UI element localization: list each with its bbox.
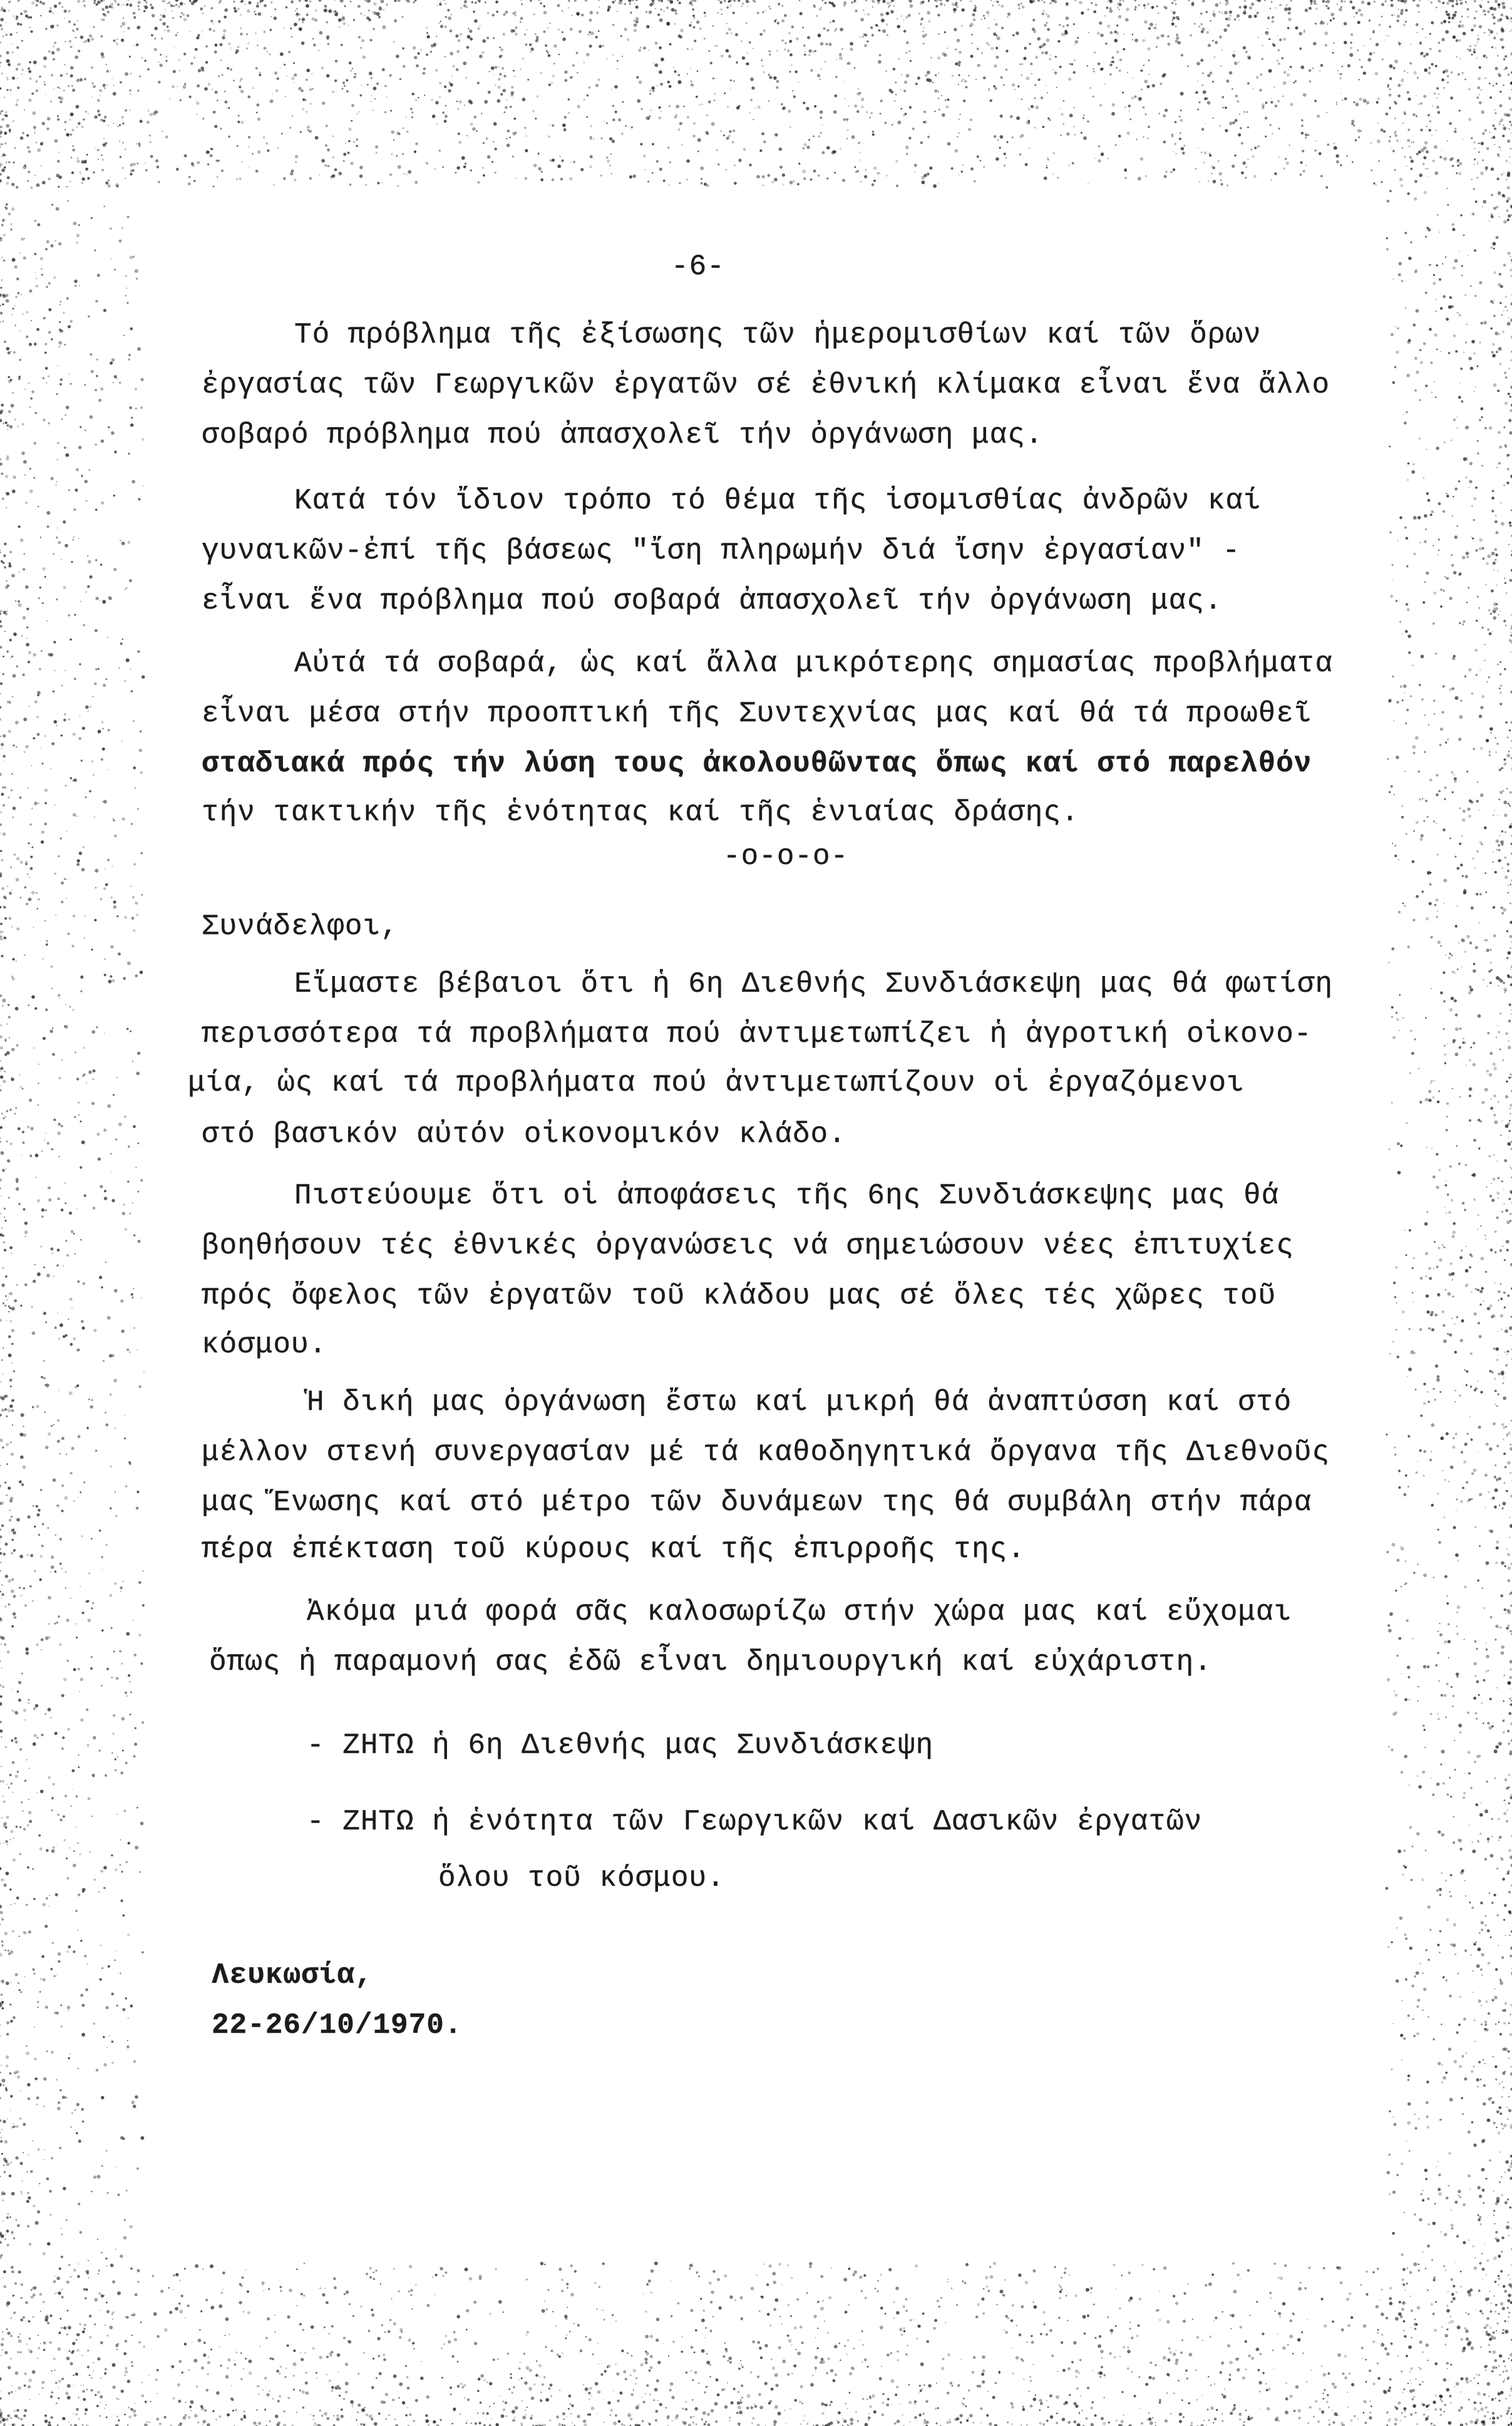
paragraph-6-line-2: μέλλον στενή συνεργασίαν μέ τά καθοδηγητικά ὄργανα τῆς Διεθνοῦς [202,1436,1330,1469]
paragraph-3-line-3: σταδιακά πρός τήν λύση τους ἀκολουθῶντας ὅπως καί στό παρελθόν [202,748,1312,780]
paragraph-1-line-3: σοβαρό πρόβλημα πού ἀπασχολεῖ τήν ὀργάνωση μας. [202,419,1044,451]
section-separator: -ο-ο-ο- [723,840,849,873]
paragraph-3-line-1: Αὐτά τά σοβαρά, ὡς καί ἄλλα μικρότερης σημασίας προβλήματα [294,647,1334,680]
paragraph-7-line-2: ὅπως ἡ παραμονή σας ἐδῶ εἶναι δημιουργική καί εὐχάριστη. [209,1646,1212,1678]
paragraph-7-line-1: Ἀκόμα μιά φορά σᾶς καλοσωρίζω στήν χώρα μας καί εὔχομαι [307,1596,1292,1628]
paragraph-1-line-1: Τό πρόβλημα τῆς ἐξίσωσης τῶν ἡμερομισθίων καί τῶν ὅρων [294,319,1262,351]
salutation: Συνάδελφοι, [202,910,399,943]
paragraph-5-line-1: Πιστεύουμε ὅτι οἱ ἀποφάσεις τῆς 6ης Συνδιάσκεψης μας θά [294,1180,1280,1212]
paragraph-3-line-2: εἶναι μέσα στήν προοπτική τῆς Συντεχνίας μας καί θά τά προωθεῖ [202,697,1312,730]
paragraph-3-line-4: τήν τακτικήν τῆς ἑνότητας καί τῆς ἑνιαίας δράσης. [202,796,1079,829]
slogan-2-line-2: ὅλου τοῦ κόσμου. [438,1862,725,1894]
paragraph-5-line-3: πρός ὄφελος τῶν ἐργατῶν τοῦ κλάδου μας σέ ὅλες τές χῶρες τοῦ [202,1280,1277,1312]
paragraph-2-line-1: Κατά τόν ἴδιον τρόπο τό θέμα τῆς ἰσομισθίας ἀνδρῶν καί [294,485,1262,517]
paragraph-2-line-2: γυναικῶν-ἐπί τῆς βάσεως "ἴση πληρωμήν διά ἴσην ἐργασίαν" - [202,535,1241,567]
slogan-2-line-1: - ΖΗΤΩ ἡ ἑνότητα τῶν Γεωργικῶν καί Δασικῶν ἐργατῶν [307,1806,1203,1838]
signature-date: 22-26/10/1970. [212,2009,463,2042]
paragraph-6-line-1: Ἡ δική μας ὀργάνωση ἔστω καί μικρή θά ἀναπτύσση καί στό [307,1386,1292,1419]
paragraph-4-line-1: Εἴμαστε βέβαιοι ὅτι ἡ 6η Διεθνής Συνδιάσκεψη μας θά φωτίση [294,968,1334,1000]
paragraph-6-line-4: πέρα ἐπέκταση τοῦ κύρους καί τῆς ἐπιρροῆς της. [202,1533,1026,1566]
paragraph-1-line-2: ἐργασίας τῶν Γεωργικῶν ἐργατῶν σέ ἐθνική κλίμακα εἶναι ἕνα ἄλλο [202,369,1330,401]
paragraph-4-line-4: στό βασικόν αὐτόν οἰκονομικόν κλάδο. [202,1118,846,1151]
paragraph-2-line-3: εἶναι ἕνα πρόβλημα πού σοβαρά ἀπασχολεῖ τήν ὀργάνωση μας. [202,585,1223,617]
paragraph-4-line-2: περισσότερα τά προβλήματα πού ἀντιμετωπίζει ἡ ἀγροτική οἰκονο- [202,1018,1312,1051]
paragraph-5-line-4: κόσμου. [202,1329,327,1361]
signature-place: Λευκωσία, [212,1959,373,1992]
paragraph-5-line-2: βοηθήσουν τές ἐθνικές ὀργανώσεις νά σημειώσουν νέες ἐπιτυχίες [202,1230,1294,1262]
page-number: -6- [671,250,725,283]
paragraph-4-line-3: μία, ὡς καί τά προβλήματα πού ἀντιμετωπίζουν οἱ ἐργαζόμενοι [188,1067,1245,1099]
paragraph-6-line-3: μας Ἕνωσης καί στό μέτρο τῶν δυνάμεων της θά συμβάλη στήν πάρα [202,1486,1312,1519]
slogan-1: - ΖΗΤΩ ἡ 6η Διεθνής μας Συνδιάσκεψη [307,1729,934,1762]
